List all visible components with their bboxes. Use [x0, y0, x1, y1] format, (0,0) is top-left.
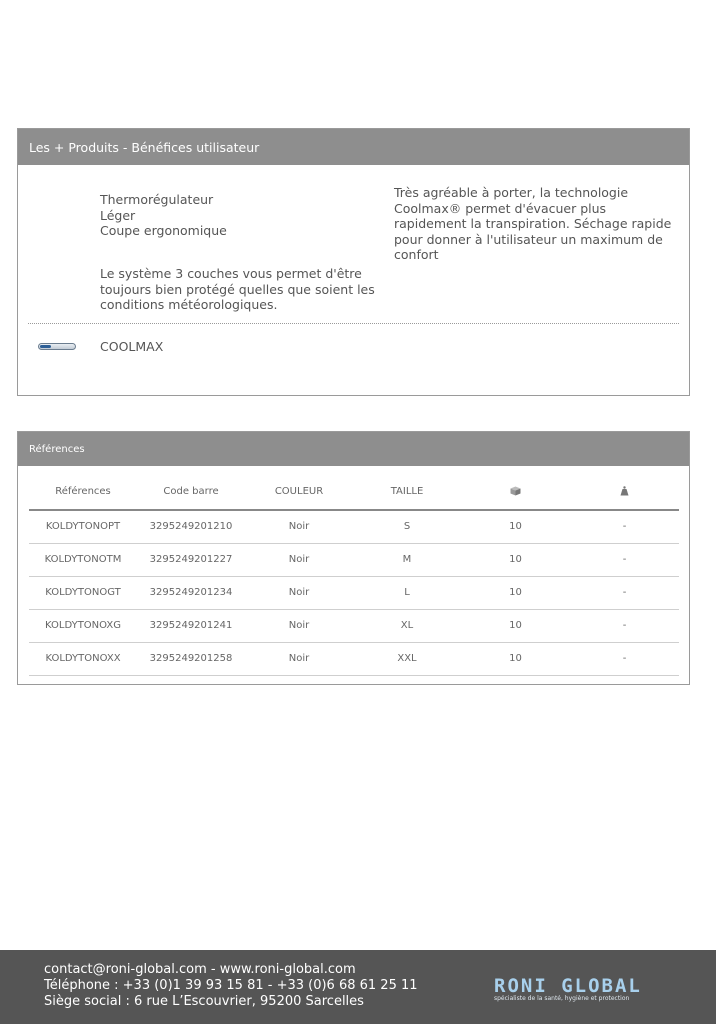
column-header-size: TAILLE [353, 474, 461, 510]
footer-contact: contact@roni-global.com - www.roni-global.com [44, 962, 356, 977]
column-header-weight [570, 474, 679, 510]
page-footer [0, 950, 716, 1024]
cell-color: Noir [245, 642, 353, 675]
cell-box-qty: 10 [461, 510, 570, 543]
weight-icon [620, 486, 629, 496]
roni-global-logo [494, 975, 664, 1002]
system-description: Le système 3 couches vous permet d'être toujours bien protégé quelles que soient les conditions météorologiques. [100, 266, 375, 312]
benefits-panel [17, 128, 690, 396]
cell-reference: KOLDYTONOXX [29, 642, 137, 675]
cell-weight: - [570, 543, 679, 576]
table-row [29, 576, 679, 609]
cell-color: Noir [245, 609, 353, 642]
cell-size: XXL [353, 642, 461, 675]
cell-reference: KOLDYTONOPT [29, 510, 137, 543]
cell-barcode: 3295249201227 [137, 543, 245, 576]
cell-weight: - [570, 642, 679, 675]
technology-label: COOLMAX [100, 339, 164, 354]
box-icon [510, 486, 521, 496]
table-header-row [29, 474, 679, 510]
benefits-header: Les + Produits - Bénéfices utilisateur [18, 129, 689, 165]
cell-box-qty: 10 [461, 576, 570, 609]
footer-address: Siège social : 6 rue L’Escouvrier, 95200 Sarcelles [44, 994, 364, 1009]
cell-weight: - [570, 576, 679, 609]
cell-size: XL [353, 609, 461, 642]
cell-barcode: 3295249201210 [137, 510, 245, 543]
column-header-reference: Références [29, 474, 137, 510]
references-panel [17, 431, 690, 685]
dotted-divider [28, 323, 679, 324]
cell-barcode: 3295249201258 [137, 642, 245, 675]
cell-box-qty: 10 [461, 609, 570, 642]
cell-box-qty: 10 [461, 543, 570, 576]
column-header-barcode: Code barre [137, 474, 245, 510]
footer-phone: Téléphone : +33 (0)1 39 93 15 81 - +33 (0)6 68 61 25 11 [44, 978, 418, 993]
column-header-color: COULEUR [245, 474, 353, 510]
cell-weight: - [570, 609, 679, 642]
logo-name: RONI GLOBAL [494, 975, 642, 997]
cell-weight: - [570, 510, 679, 543]
references-table [29, 474, 679, 676]
table-row [29, 510, 679, 543]
benefits-features [100, 192, 227, 239]
cell-reference: KOLDYTONOTM [29, 543, 137, 576]
cell-box-qty: 10 [461, 642, 570, 675]
table-row [29, 609, 679, 642]
feature-item: Thermorégulateur [100, 192, 214, 207]
logo-tagline: spécialiste de la santé, hygiène et protection [494, 995, 630, 1002]
coolmax-badge-icon [38, 343, 76, 350]
cell-reference: KOLDYTONOGT [29, 576, 137, 609]
table-row [29, 543, 679, 576]
references-header: Références [18, 432, 689, 466]
cell-color: Noir [245, 510, 353, 543]
cell-color: Noir [245, 543, 353, 576]
cell-barcode: 3295249201241 [137, 609, 245, 642]
technology-row [38, 339, 164, 354]
column-header-box [461, 474, 570, 510]
cell-size: M [353, 543, 461, 576]
table-row [29, 642, 679, 675]
cell-size: L [353, 576, 461, 609]
feature-item: Coupe ergonomique [100, 223, 227, 238]
cell-size: S [353, 510, 461, 543]
coolmax-description: Très agréable à porter, la technologie Coolmax® permet d'évacuer plus rapidement la transpiration. Séchage rapide pour donner à l'utilisateur un maximum de confort [394, 185, 672, 262]
cell-barcode: 3295249201234 [137, 576, 245, 609]
feature-item: Léger [100, 207, 136, 223]
cell-reference: KOLDYTONOXG [29, 609, 137, 642]
cell-color: Noir [245, 576, 353, 609]
